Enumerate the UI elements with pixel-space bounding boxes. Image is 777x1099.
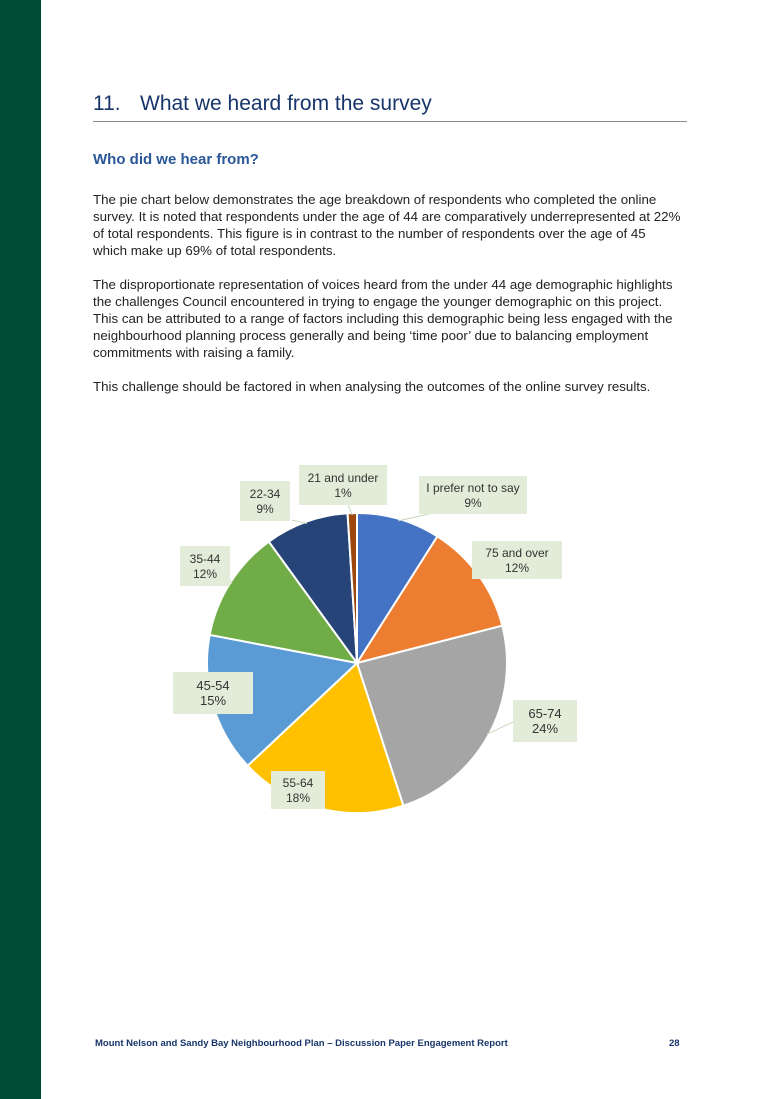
data-label-category: 45-54 — [196, 678, 230, 693]
data-label — [180, 546, 230, 586]
data-label-category: 75 and over — [485, 546, 549, 560]
data-label — [472, 541, 562, 579]
data-label-category: 65-74 — [528, 706, 562, 721]
data-label — [173, 672, 253, 714]
data-label — [271, 771, 325, 809]
data-label-percent: 9% — [256, 502, 274, 516]
leader-line — [398, 513, 433, 521]
data-label — [419, 476, 527, 514]
paragraph-2: The disproportionate representation of voices heard from the under 44 age demographic highlights the challenges Council encountered in trying to engage the younger demographic on this project. This can be attributed to a range of factors including this demographic being less engaged with the neighbourhood planning process generally and being ‘time poor’ due to balancing employment commitments with raising a family. — [93, 277, 673, 360]
data-label-category: 55-64 — [282, 776, 314, 790]
data-label-percent: 12% — [192, 567, 218, 581]
paragraph-3: This challenge should be factored in when analysing the outcomes of the online survey results. — [93, 379, 651, 394]
data-label-category: 22-34 — [249, 487, 281, 501]
data-label-percent: 15% — [199, 693, 227, 708]
footer-document-title: Mount Nelson and Sandy Bay Neighbourhood Plan – Discussion Paper Engagement Report — [95, 1038, 508, 1049]
subheading: Who did we hear from? — [93, 151, 259, 168]
data-label-percent: 18% — [285, 791, 311, 805]
paragraph-1: The pie chart below demonstrates the age breakdown of respondents who completed the online survey. It is noted that respondents under the age of 44 are comparatively underrepresented at 22% of total respondents. This figure is in contrast to the number of respondents over the age of 45 which make up 69% of total respondents. — [93, 192, 681, 258]
data-label — [513, 700, 577, 742]
data-label-category: 35-44 — [189, 552, 221, 566]
data-label-percent: 9% — [464, 496, 482, 510]
section-title: What we heard from the survey — [140, 92, 432, 115]
section-number: 11. — [93, 92, 121, 115]
data-label-category: 21 and under — [307, 471, 379, 485]
data-label-percent: 1% — [334, 486, 352, 500]
data-label-percent: 12% — [504, 561, 530, 575]
data-label-percent: 24% — [531, 721, 559, 736]
data-label-category: I prefer not to say — [426, 481, 520, 495]
data-label — [240, 481, 290, 521]
data-label — [299, 465, 387, 505]
footer-page-number: 28 — [669, 1038, 680, 1049]
